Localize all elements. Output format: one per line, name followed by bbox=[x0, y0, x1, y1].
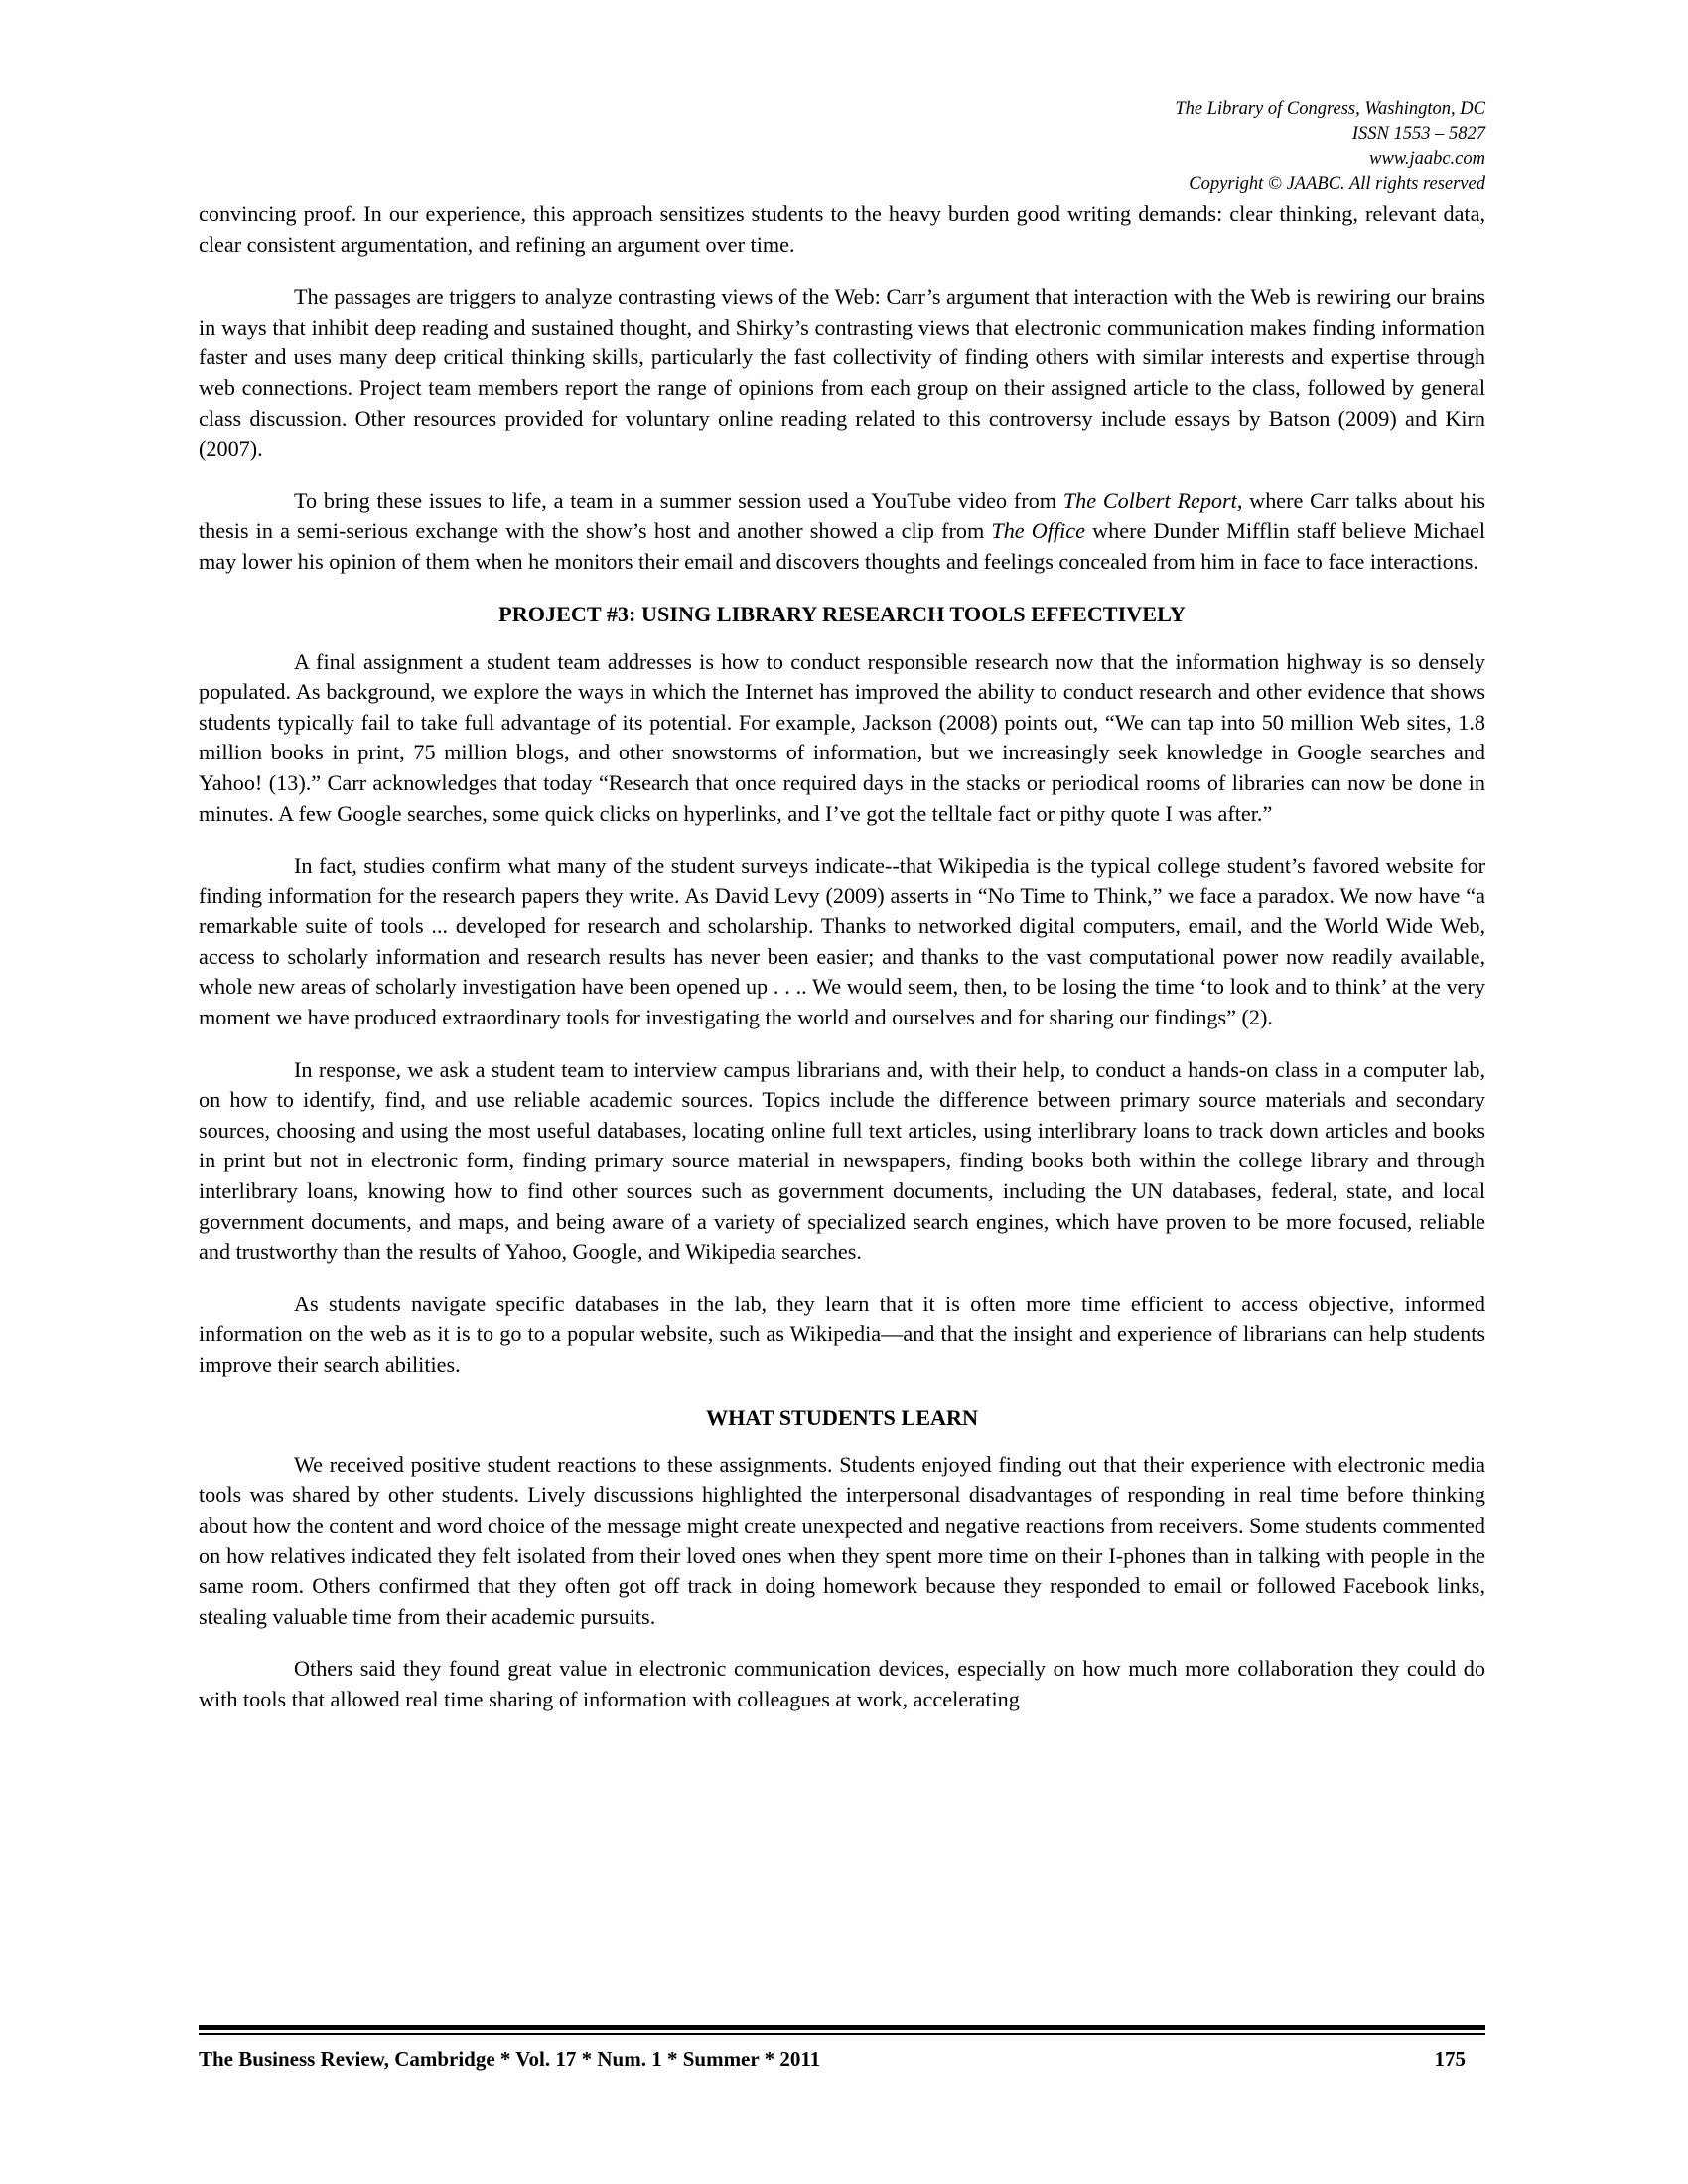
paragraph-3-title-colbert: The Colbert Report bbox=[1062, 487, 1237, 513]
footer-rule-thin bbox=[199, 2033, 1485, 2035]
paragraph-3 bbox=[199, 486, 1485, 578]
paragraph-3-text-a: To bring these issues to life, a team in a summer session used a YouTube video from bbox=[294, 487, 1063, 513]
paragraph-3-text-c: , where Carr talks about his thesis in a semi-serious exchange with the show’s host and another showed a clip from bbox=[199, 487, 1486, 544]
page-number: 175 bbox=[1434, 2047, 1466, 2071]
journal-header bbox=[199, 97, 1485, 197]
header-line-website: www.jaabc.com bbox=[1369, 149, 1485, 169]
header-line-issn: ISSN 1553 – 5827 bbox=[1351, 124, 1485, 144]
header-line-library: The Library of Congress, Washington, DC bbox=[1175, 99, 1485, 119]
paragraph-4: A final assignment a student team addresses is how to conduct responsible research now that the information highway is so densely populated. As background, we explore the ways in which the Internet has improved the ability to conduct research and other evidence that shows students typically fail to take full advantage of its potential. For example, Jackson (2008) points out, “We can tap into 50 million Web sites, 1.8 million books in print, 75 million blogs, and other snowstorms of information, but we increasingly seek knowledge in Google searches and Yahoo! (13).” Carr acknowledges that today “Research that once required days in the stacks or periodical rooms of libraries can now be done in minutes. A few Google searches, some quick clicks on hyperlinks, and I’ve got the telltale fact or pithy quote I was after.” bbox=[199, 648, 1485, 826]
header-line-copyright: Copyright © JAABC. All rights reserved bbox=[1189, 174, 1485, 194]
page bbox=[199, 97, 1485, 2172]
footer-row bbox=[199, 2047, 1485, 2072]
paragraph-3-title-office: The Office bbox=[991, 518, 1085, 544]
paragraph-1: convincing proof. In our experience, this approach sensitizes students to the heavy burden good writing demands: clear thinking, relevant data, clear consistent argumentation, and refining an argument over time. bbox=[199, 202, 1485, 257]
paragraph-7: As students navigate specific databases in the lab, they learn that it is often more time efficient to access objective, informed information on the web as it is to go to a popular website, such as Wikipedia—and that the insight and experience of librarians can help students improve their search abilities. bbox=[199, 1291, 1485, 1377]
footer-journal-citation: The Business Review, Cambridge * Vol. 17 * Num. 1 * Summer * 2011 bbox=[199, 2047, 821, 2071]
section-heading-project-3: PROJECT #3: USING LIBRARY RESEARCH TOOLS EFFECTIVELY bbox=[498, 601, 1186, 626]
article-body bbox=[199, 200, 1485, 1714]
paragraph-5: In fact, studies confirm what many of the student surveys indicate--that Wikipedia is the typical college student’s favored website for finding information for the research papers they write. As David Levy (2009) asserts in “No Time to Think,” we face a paradox. We now have “a remarkable suite of tools ... developed for research and scholarship. Thanks to networked digital computers, email, and the World Wide Web, access to scholarly information and research results has never been easier; and thanks to the vast computational power now readily available, whole new areas of scholarly investigation have been opened up . . .. We would seem, then, to be losing the time ‘to look and to think’ at the very moment we have produced extraordinary tools for investigating the world and ourselves and for sharing our findings” (2). bbox=[199, 853, 1485, 1030]
section-heading-what-students-learn: WHAT STUDENTS LEARN bbox=[705, 1404, 979, 1430]
paragraph-6: In response, we ask a student team to interview campus librarians and, with their help, to conduct a hands-on class in a computer lab, on how to identify, find, and use reliable academic sources. Topics include the difference between primary source materials and secondary sources, choosing and using the most useful databases, locating online full text articles, using interlibrary loans to track down articles and books in print but not in electronic form, finding primary source material in newspapers, finding books both within the college library and through interlibrary loans, knowing how to find other sources such as government documents, including the UN databases, federal, state, and local government documents, and maps, and being aware of a variety of specialized search engines, which have proven to be more focused, reliable and trustworthy than the results of Yahoo, Google, and Wikipedia searches. bbox=[199, 1056, 1485, 1265]
paragraph-3-text-e: where Dunder Mifflin staff believe Michael may lower his opinion of them when he monitors their email and discovers thoughts and feelings concealed from him in face to face interactions. bbox=[199, 518, 1486, 574]
paragraph-8: We received positive student reactions to these assignments. Students enjoyed finding out that their experience with electronic media tools was shared by other students. Lively discussions highlighted the interpersonal disadvantages of responding in real time before thinking about how the content and word choice of the message might create unexpected and negative reactions from receivers. Some students commented on how relatives indicated they felt isolated from their loved ones when they spent more time on their I-phones than in talking with people in the same room. Others confirmed that they often got off track in doing homework because they responded to email or followed Facebook links, stealing valuable time from their academic pursuits. bbox=[199, 1451, 1485, 1629]
paragraph-2: The passages are triggers to analyze contrasting views of the Web: Carr’s argument that interaction with the Web is rewiring our brains in ways that inhibit deep reading and sustained thought, and Shirky’s contrasting views that electronic communication makes finding information faster and uses many deep critical thinking skills, particularly the fast collectivity of finding others with similar interests and expertise through web connections. Project team members report the range of opinions from each group on their assigned article to the class, followed by general class discussion. Other resources provided for voluntary online reading related to this controversy include essays by Batson (2009) and Kirn (2007). bbox=[199, 284, 1485, 462]
paragraph-9: Others said they found great value in electronic communication devices, especially on how much more collaboration they could do with tools that allowed real time sharing of information with colleagues at work, accelerating bbox=[199, 1656, 1485, 1711]
page-footer bbox=[199, 2025, 1485, 2072]
